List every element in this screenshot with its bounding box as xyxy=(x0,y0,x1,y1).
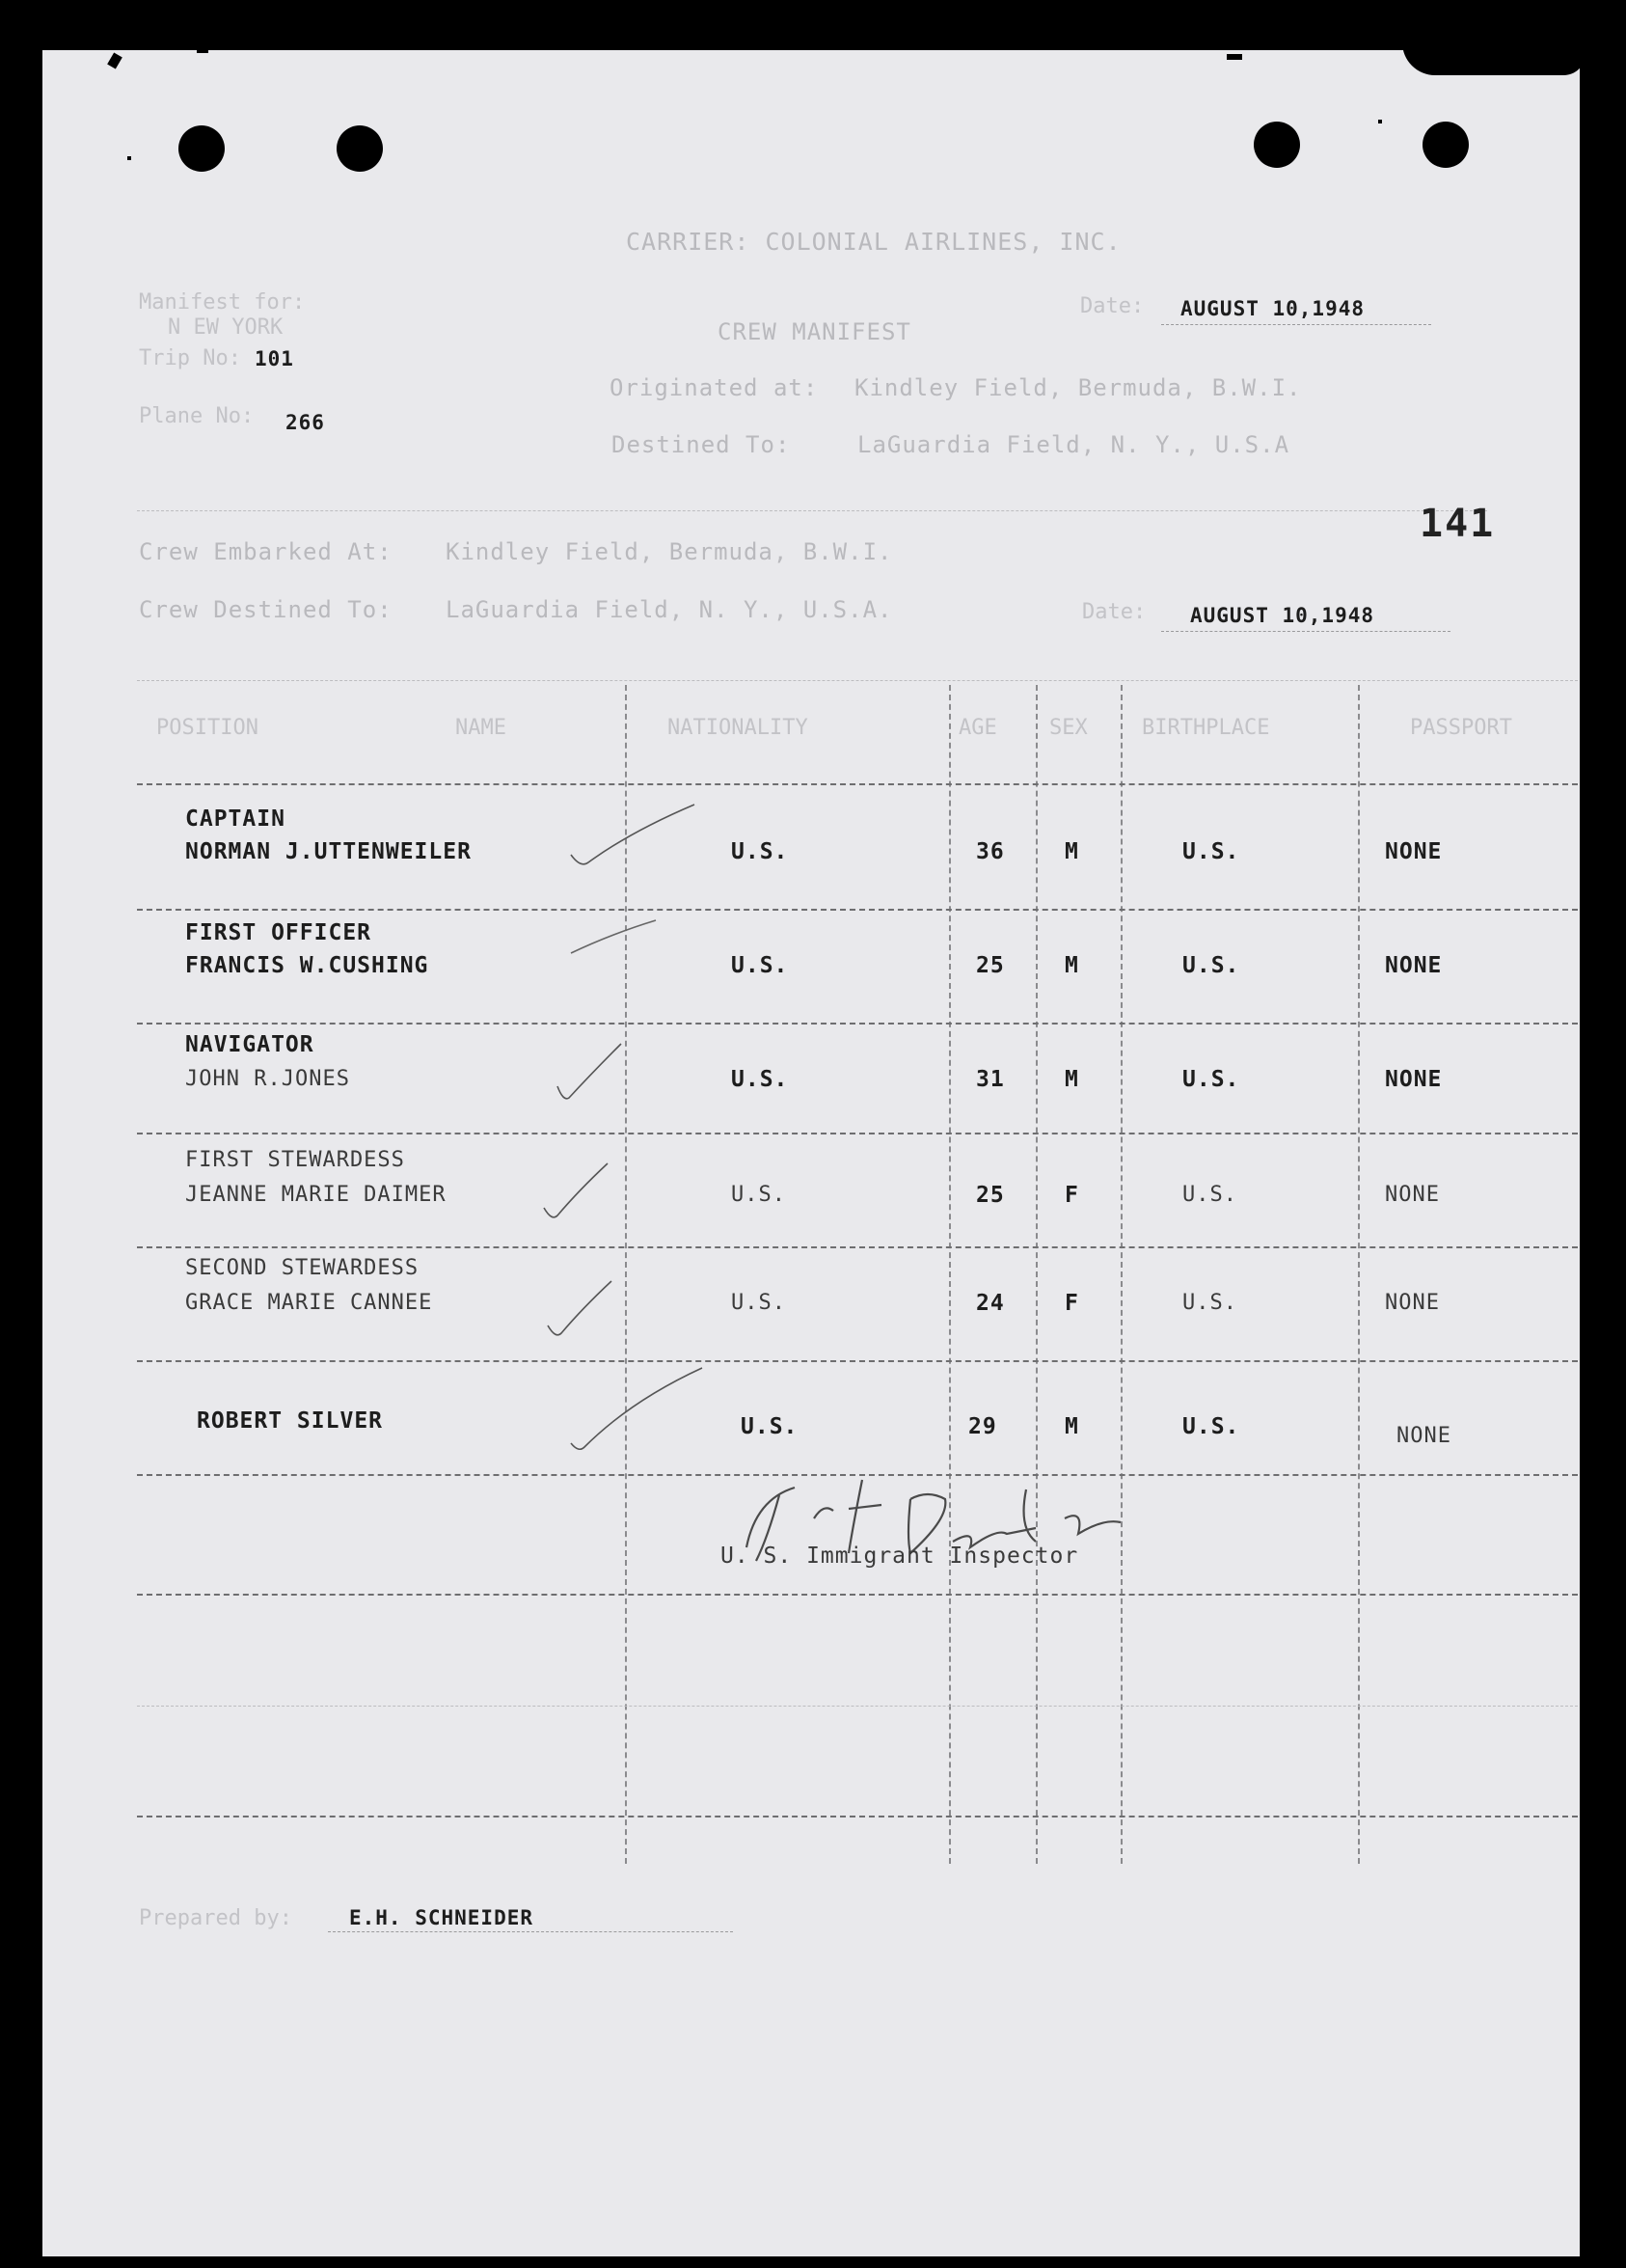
col-header-name: NAME xyxy=(455,716,506,740)
crew-name: JEANNE MARIE DAIMER xyxy=(185,1183,447,1207)
row-rule xyxy=(137,1706,1578,1707)
carrier-line: CARRIER: COLONIAL AIRLINES, INC. xyxy=(626,228,1122,256)
speck xyxy=(107,52,122,68)
speck xyxy=(197,50,208,53)
check-mark-icon xyxy=(563,797,698,874)
crew-passport: NONE xyxy=(1396,1424,1451,1448)
row-rule xyxy=(137,1246,1578,1248)
page-number: 141 xyxy=(1420,502,1496,546)
trip-no-label: Trip No: xyxy=(139,346,241,370)
speck xyxy=(1402,42,1585,75)
crew-embarked-label: Crew Embarked At: xyxy=(139,538,393,565)
row-rule xyxy=(137,1133,1578,1134)
crew-birthplace: U.S. xyxy=(1182,839,1240,864)
crew-position: SECOND STEWARDESS xyxy=(185,1256,420,1280)
crew-name: JOHN R.JONES xyxy=(185,1067,350,1091)
col-header-nationality: NATIONALITY xyxy=(667,716,808,740)
crew-age: 25 xyxy=(976,953,1005,978)
crew-sex: M xyxy=(1065,1067,1079,1092)
crew-age: 31 xyxy=(976,1067,1005,1092)
crew-passport: NONE xyxy=(1385,1067,1443,1092)
check-mark-icon xyxy=(540,1158,617,1235)
column-rule xyxy=(1121,685,1123,1864)
crew-passport: NONE xyxy=(1385,839,1443,864)
header-rule xyxy=(137,783,1578,785)
speck xyxy=(1227,54,1242,60)
check-mark-icon xyxy=(554,1038,631,1115)
crew-sex: M xyxy=(1065,953,1079,978)
crew-age: 36 xyxy=(976,839,1005,864)
crew-nationality: U.S. xyxy=(731,953,789,978)
crew-sex: F xyxy=(1065,1291,1079,1316)
check-mark-icon xyxy=(563,915,660,963)
check-mark-icon xyxy=(563,1362,708,1459)
punch-hole xyxy=(1423,122,1469,168)
crew-name: NORMAN J.UTTENWEILER xyxy=(185,839,472,864)
crew-age: 24 xyxy=(976,1291,1005,1316)
crew-passport: NONE xyxy=(1385,1291,1440,1315)
col-header-age: AGE xyxy=(959,716,997,740)
crew-position: NAVIGATOR xyxy=(185,1032,314,1057)
punch-hole xyxy=(337,125,383,172)
crew-age: 29 xyxy=(968,1414,997,1439)
crew-date-underline xyxy=(1161,631,1450,632)
plane-no-value: 266 xyxy=(285,411,325,434)
table-bottom-rule xyxy=(137,1816,1578,1817)
crew-birthplace: U.S. xyxy=(1182,953,1240,978)
trip-no-value: 101 xyxy=(255,347,294,370)
originated-value: Kindley Field, Bermuda, B.W.I. xyxy=(854,374,1302,401)
crew-date-value: AUGUST 10,1948 xyxy=(1190,604,1375,627)
column-rule xyxy=(1036,685,1038,1864)
manifest-for-label: Manifest for: xyxy=(139,290,306,314)
manifest-for-value: N EW YORK xyxy=(168,315,284,340)
punch-hole xyxy=(1254,122,1300,168)
crew-sex: M xyxy=(1065,1414,1079,1439)
crew-sex: M xyxy=(1065,839,1079,864)
punch-hole xyxy=(178,125,225,172)
crew-passport: NONE xyxy=(1385,953,1443,978)
crew-position: FIRST STEWARDESS xyxy=(185,1148,405,1172)
crew-nationality: U.S. xyxy=(731,1183,786,1207)
inspector-title: U. S. Immigrant Inspector xyxy=(720,1544,1079,1569)
row-rule xyxy=(137,1360,1578,1362)
speck xyxy=(1378,120,1382,123)
col-header-birthplace: BIRTHPLACE xyxy=(1142,716,1270,740)
document-title: CREW MANIFEST xyxy=(718,318,911,345)
date-underline xyxy=(1161,324,1431,325)
crew-position: FIRST OFFICER xyxy=(185,920,372,945)
destined-label: Destined To: xyxy=(611,431,791,458)
prepared-by-label: Prepared by: xyxy=(139,1906,292,1930)
crew-position: CAPTAIN xyxy=(185,806,285,832)
date-value: AUGUST 10,1948 xyxy=(1180,297,1366,320)
crew-name: ROBERT SILVER xyxy=(197,1408,384,1434)
col-header-sex: SEX xyxy=(1049,716,1088,740)
crew-destined-value: LaGuardia Field, N. Y., U.S.A. xyxy=(446,596,893,623)
manifest-page xyxy=(42,50,1580,2256)
column-rule xyxy=(1358,685,1360,1864)
speck xyxy=(127,156,131,160)
crew-name: FRANCIS W.CUSHING xyxy=(185,953,429,978)
row-rule xyxy=(137,1594,1578,1596)
crew-nationality: U.S. xyxy=(731,839,789,864)
row-rule xyxy=(137,909,1578,911)
col-header-position: POSITION xyxy=(156,716,258,740)
date-label: Date: xyxy=(1080,294,1145,318)
column-rule xyxy=(949,685,951,1864)
crew-age: 25 xyxy=(976,1183,1005,1208)
crew-birthplace: U.S. xyxy=(1182,1067,1240,1092)
crew-birthplace: U.S. xyxy=(1182,1291,1237,1315)
row-rule xyxy=(137,1023,1578,1025)
crew-nationality: U.S. xyxy=(731,1067,789,1092)
col-header-passport: PASSPORT xyxy=(1410,716,1512,740)
check-mark-icon xyxy=(544,1275,621,1353)
crew-name: GRACE MARIE CANNEE xyxy=(185,1291,433,1315)
header-divider xyxy=(137,510,1487,511)
crew-birthplace: U.S. xyxy=(1182,1183,1237,1207)
destined-value: LaGuardia Field, N. Y., U.S.A xyxy=(857,431,1290,458)
prepared-by-value: E.H. SCHNEIDER xyxy=(349,1906,534,1929)
crew-destined-label: Crew Destined To: xyxy=(139,596,393,623)
crew-date-label: Date: xyxy=(1082,600,1147,624)
crew-nationality: U.S. xyxy=(731,1291,786,1315)
crew-embarked-value: Kindley Field, Bermuda, B.W.I. xyxy=(446,538,893,565)
prepared-by-underline xyxy=(328,1931,733,1932)
crew-passport: NONE xyxy=(1385,1183,1440,1207)
crew-nationality: U.S. xyxy=(741,1414,799,1439)
crew-birthplace: U.S. xyxy=(1182,1414,1240,1439)
table-top-rule xyxy=(137,680,1578,681)
crew-sex: F xyxy=(1065,1183,1079,1208)
originated-label: Originated at: xyxy=(610,374,819,401)
plane-no-label: Plane No: xyxy=(139,404,255,428)
